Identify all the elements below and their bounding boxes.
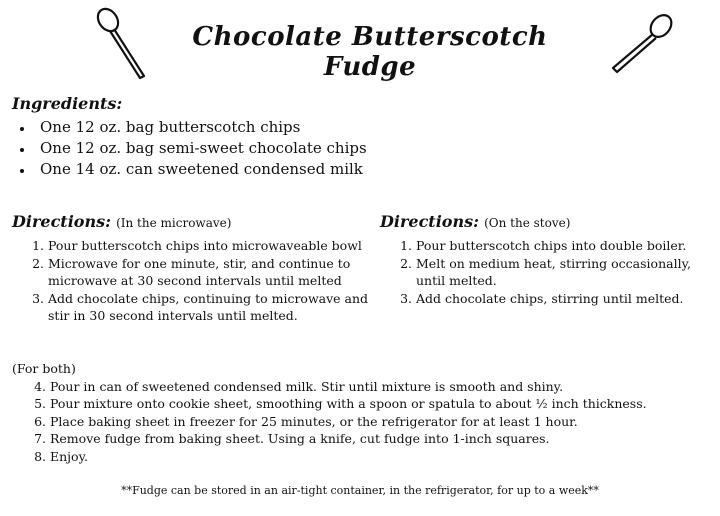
stove-directions [380, 212, 710, 307]
for-both-label: (For both) [12, 361, 76, 376]
storage-footnote: **Fudge can be stored in an air-tight container, in the refrigerator, for up to a week** [121, 484, 599, 497]
step-item: 4. Pour in can of sweetened condensed milk. Stir until mixture is smooth and shiny. [50, 378, 712, 396]
microwave-steps [12, 237, 372, 325]
spoon-left-icon [92, 6, 152, 82]
step-item: 7. Remove fudge from baking sheet. Using a knife, cut fudge into 1-inch squares. [50, 430, 712, 448]
stove-steps [380, 237, 710, 307]
step-item: 3. Add chocolate chips, stirring until melted. [416, 290, 710, 308]
ingredients-heading: Ingredients: [12, 94, 123, 113]
step-item: 6. Place baking sheet in freezer for 25 minutes, or the refrigerator for at least 1 hour. [50, 413, 712, 431]
microwave-directions [12, 212, 372, 325]
ingredients-list [12, 117, 712, 180]
step-item: 2. Microwave for one minute, stir, and continue to microwave at 30 second intervals until melted [48, 255, 372, 290]
spoon-right-icon [605, 10, 677, 76]
stove-directions-heading: Directions: [380, 212, 479, 231]
shared-steps [12, 378, 712, 466]
step-item: 3. Add chocolate chips, continuing to microwave and stir in 30 second intervals until melted. [48, 290, 372, 325]
microwave-note: (In the microwave) [116, 216, 232, 230]
microwave-directions-heading: Directions: [12, 212, 111, 231]
step-item: 8. Enjoy. [50, 448, 712, 466]
stove-note: (On the stove) [484, 216, 571, 230]
ingredient-item: • One 12 oz. bag semi-sweet chocolate chips [34, 138, 712, 159]
ingredient-item: • One 12 oz. bag butterscotch chips [34, 117, 712, 138]
shared-directions [12, 360, 712, 465]
ingredient-item: • One 14 oz. can sweetened condensed milk [34, 159, 712, 180]
step-item: 2. Melt on medium heat, stirring occasionally, until melted. [416, 255, 710, 290]
step-item: 1. Pour butterscotch chips into double boiler. [416, 237, 710, 255]
step-item: 5. Pour mixture onto cookie sheet, smoothing with a spoon or spatula to about ½ inch thickness. [50, 395, 712, 413]
step-item: 1. Pour butterscotch chips into microwaveable bowl [48, 237, 372, 255]
ingredients-section [12, 94, 712, 180]
recipe-title: Chocolate Butterscotch Fudge [192, 22, 548, 82]
